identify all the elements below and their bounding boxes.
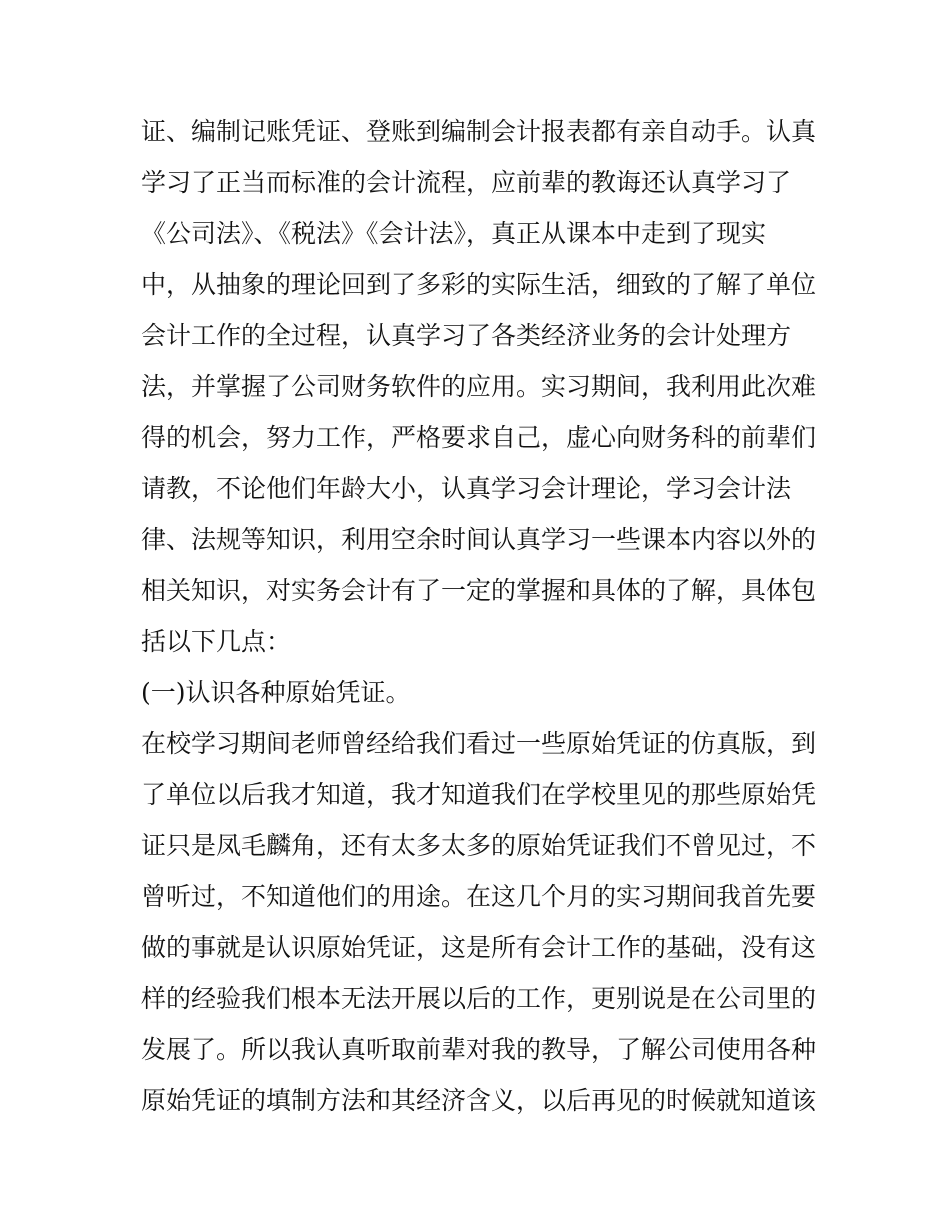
- text-line: 括以下几点：: [141, 627, 292, 656]
- text-line: 证只是凤毛麟角，还有太多太多的原始凭证我们不曾见过，不: [141, 831, 817, 860]
- text-line: 发展了。所以我认真听取前辈对我的教导，了解公司使用各种: [141, 1035, 817, 1064]
- text-line: 律、法规等知识，利用空余时间认真学习一些课本内容以外的: [141, 525, 817, 554]
- text-line: 相关知识，对实务会计有了一定的掌握和具体的了解，具体包: [141, 576, 817, 605]
- text-line: 曾听过，不知道他们的用途。在这几个月的实习期间我首先要: [141, 882, 817, 911]
- text-line: 学习了正当而标准的会计流程，应前辈的教诲还认真学习了: [141, 168, 792, 197]
- text-line: 原始凭证的填制方法和其经济含义，以后再见的时候就知道该: [141, 1086, 817, 1115]
- text-line: 在校学习期间老师曾经给我们看过一些原始凭证的仿真版，到: [141, 729, 817, 758]
- text-line: 请教，不论他们年龄大小，认真学习会计理论，学习会计法: [141, 474, 792, 503]
- text-line: 中，从抽象的理论回到了多彩的实际生活，细致的了解了单位: [141, 270, 817, 299]
- text-line: 做的事就是认识原始凭证，这是所有会计工作的基础，没有这: [141, 933, 817, 962]
- text-line: 会计工作的全过程，认真学习了各类经济业务的会计处理方: [141, 321, 792, 350]
- text-line: 法，并掌握了公司财务软件的应用。实习期间，我利用此次难: [141, 372, 817, 401]
- section-heading: (一)认识各种原始凭证。: [141, 678, 411, 707]
- text-line: 得的机会，努力工作，严格要求自己，虚心向财务科的前辈们: [141, 423, 817, 452]
- text-line: 样的经验我们根本无法开展以后的工作，更别说是在公司里的: [141, 984, 817, 1013]
- text-line: 证、编制记账凭证、登账到编制会计报表都有亲自动手。认真: [141, 117, 817, 146]
- body-text: [141, 106, 821, 1126]
- text-line: 《公司法》、《税法》《会计法》，真正从课本中走到了现实: [141, 219, 767, 248]
- text-line: 了单位以后我才知道，我才知道我们在学校里见的那些原始凭: [141, 780, 817, 809]
